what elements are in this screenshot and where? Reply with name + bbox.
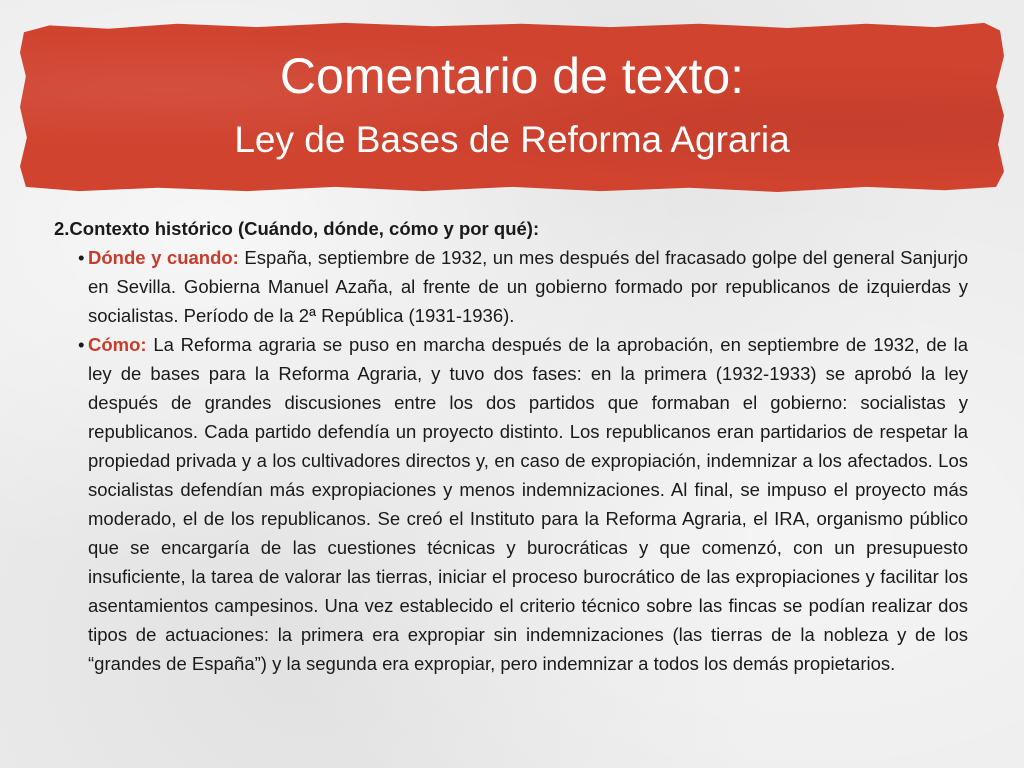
bullet-label: Dónde y cuando: xyxy=(88,247,239,268)
bullet-mark: • xyxy=(78,334,85,355)
slide-body xyxy=(54,214,968,678)
bullet-label: Cómo: xyxy=(88,334,147,355)
slide-subtitle: Ley de Bases de Reforma Agraria xyxy=(234,119,790,160)
bullet-mark: • xyxy=(78,247,85,268)
bullet-text: España, septiembre de 1932, un mes después del fracasado golpe del general Sanjurjo en Sevilla. Gobierna Manuel Azaña, al frente de un gobierno formado por republicanos de izquierdas y socialistas. Período de la 2ª República (1931-1936). xyxy=(88,247,969,326)
bullet-como xyxy=(78,330,969,678)
slide-title: Comentario de texto: xyxy=(279,48,745,104)
section-heading: 2.Contexto histórico (Cuándo, dónde, cómo y por qué): xyxy=(54,218,540,239)
bullet-donde-cuando xyxy=(78,243,969,330)
bullet-text: La Reforma agraria se puso en marcha después de la aprobación, en septiembre de 1932, de la ley de bases para la Reforma Agraria, y tuvo dos fases: en la primera (1932-1933) se aprobó la ley después de grandes discusiones entre los dos partidos que formaban el gobierno: socialistas y republicanos. Cada partido defendía un proyecto distinto. Los republicanos eran partidarios de respetar la propiedad privada y a los cultivadores directos y, en caso de expropiación, indemnizar a los afectados. Los socialistas defendían más expropiaciones y menos indemnizaciones. Al final, se impuso el proyecto más moderado, el de los republicanos. Se creó el Instituto para la Reforma Agraria, el IRA, organismo público que se encargaría de las cuestiones técnicas y burocráticas y que comenzó, con un presupuesto insuficiente, la tarea de valorar las tierras, iniciar el proceso burocrático de las expropiaciones y facilitar los asentamientos campesinos. Una vez establecido el criterio técnico sobre las fincas se podían realizar dos tipos de actuaciones: la primera era expropiar sin indemnizaciones (las tierras de la nobleza y de los “grandes de España”) y la segunda era expropiar, pero indemnizar a todos los demás propietarios. xyxy=(88,334,969,674)
